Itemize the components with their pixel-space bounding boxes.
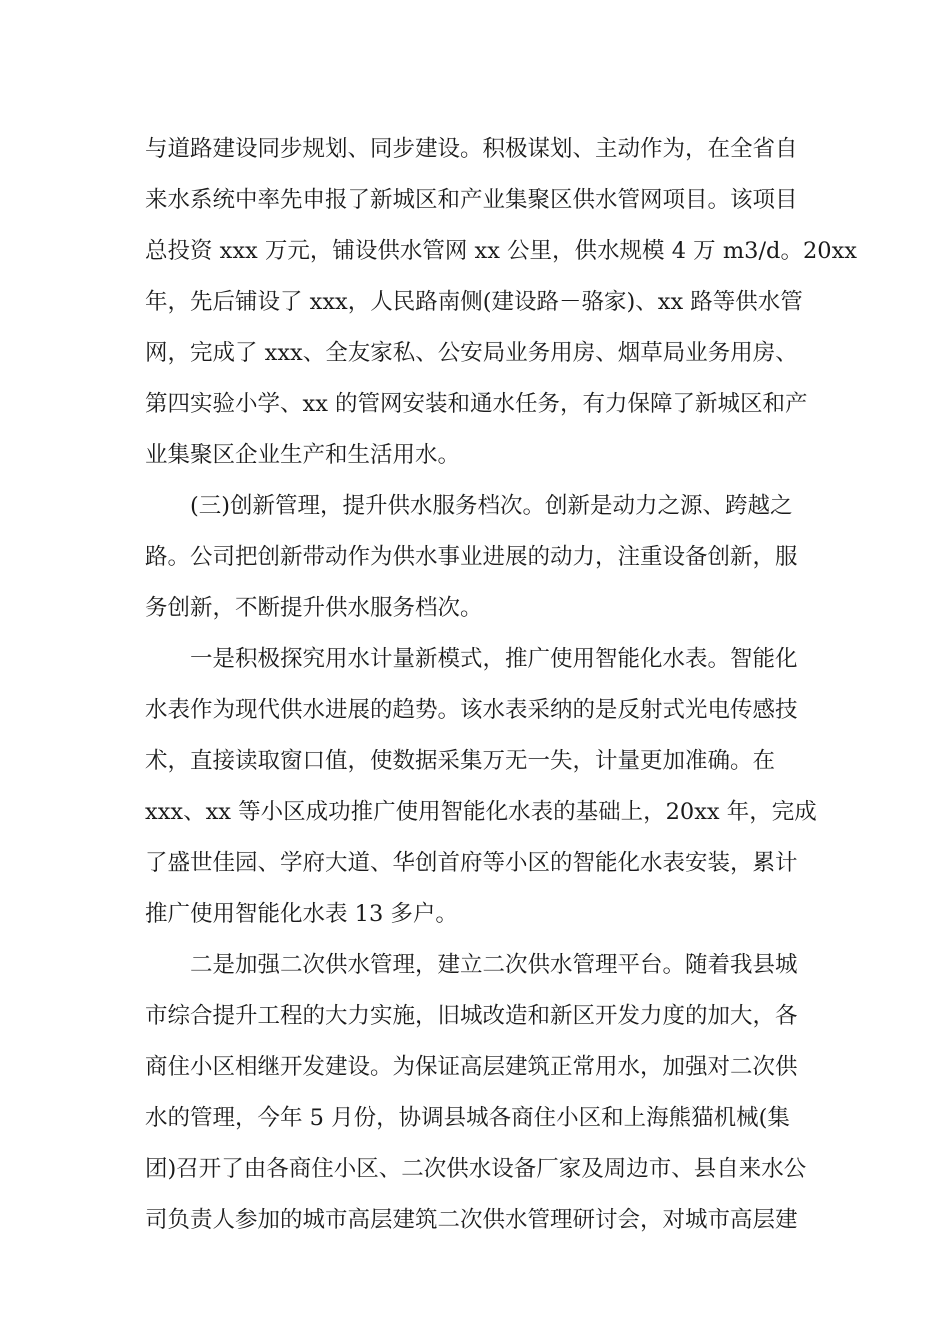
paragraph-first-line: 二是加强二次供水管理，建立二次供水管理平台。随着我县城: [190, 952, 798, 978]
text-line: 水表作为现代供水进展的趋势。该水表采纳的是反射式光电传感技: [145, 697, 798, 723]
text-line: 了盛世佳园、学府大道、华创首府等小区的智能化水表安装，累计: [145, 850, 798, 876]
text-line: 与道路建设同步规划、同步建设。积极谋划、主动作为，在全省自: [145, 136, 798, 162]
text-line: 水的管理，今年 5 月份，协调县城各商住小区和上海熊猫机械(集: [145, 1105, 790, 1131]
paragraph-first-line: 一是积极探究用水计量新模式，推广使用智能化水表。智能化: [190, 646, 798, 672]
text-line: 市综合提升工程的大力实施，旧城改造和新区开发力度的加大，各: [145, 1003, 798, 1029]
paragraph-heading-line: (三)创新管理，提升供水服务档次。创新是动力之源、跨越之: [190, 493, 793, 519]
text-line: 第四实验小学、xx 的管网安装和通水任务，有力保障了新城区和产: [145, 391, 808, 417]
text-line: 术，直接读取窗口值，使数据采集万无一失，计量更加准确。在: [145, 748, 776, 774]
text-line: xxx、xx 等小区成功推广使用智能化水表的基础上，20xx 年，完成: [145, 799, 817, 825]
text-line: 来水系统中率先申报了新城区和产业集聚区供水管网项目。该项目: [145, 187, 798, 213]
text-line: 团)召开了由各商住小区、二次供水设备厂家及周边市、县自来水公: [145, 1156, 807, 1182]
text-line: 司负责人参加的城市高层建筑二次供水管理研讨会，对城市高层建: [145, 1207, 798, 1233]
text-line: 务创新，不断提升供水服务档次。: [145, 595, 483, 621]
text-line: 业集聚区企业生产和生活用水。: [145, 442, 461, 468]
text-line: 商住小区相继开发建设。为保证高层建筑正常用水，加强对二次供: [145, 1054, 798, 1080]
text-line: 网，完成了 xxx、全友家私、公安局业务用房、烟草局业务用房、: [145, 340, 798, 366]
text-line: 推广使用智能化水表 13 多户。: [145, 901, 458, 927]
text-line: 年，先后铺设了 xxx，人民路南侧(建设路－骆家)、xx 路等供水管: [145, 289, 803, 315]
text-line: 总投资 xxx 万元，铺设供水管网 xx 公里，供水规模 4 万 m3/d。20xx: [145, 238, 857, 264]
text-line: 路。公司把创新带动作为供水事业进展的动力，注重设备创新，服: [145, 544, 798, 570]
